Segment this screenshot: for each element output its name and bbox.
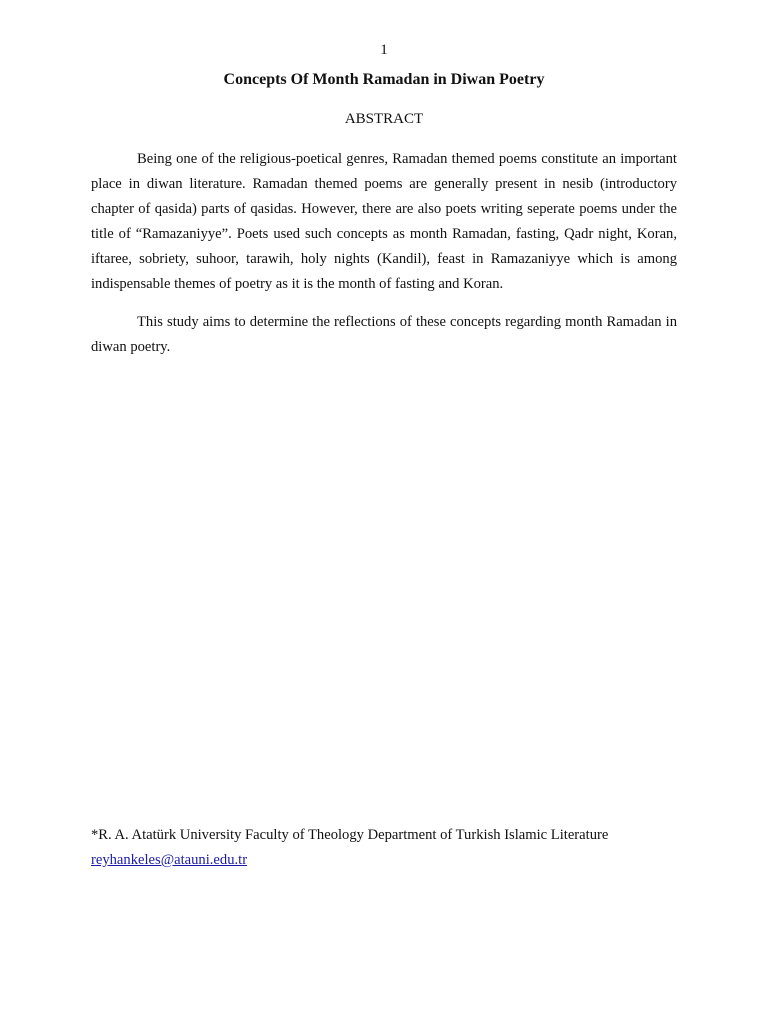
author-email-link[interactable]: reyhankeles@atauni.edu.tr bbox=[91, 852, 248, 868]
abstract-paragraph-1: Being one of the religious-poetical genres, Ramadan themed poems constitute an important place in diwan literature. Ramadan themed poems are generally present in nesib (introductory chapter of qasida) parts of qasidas. However, there are also poets writing seperate poems under the title of “Ramazaniyye”. Poets used such concepts as month Ramadan, fasting, Qadr night, Koran, iftaree, sobriety, suhoor, tarawih, holy nights (Kandil), feast in Ramazaniyye which is among indispensable themes of poetry as it is the month of fasting and Koran. bbox=[91, 151, 677, 292]
footnote bbox=[91, 823, 691, 873]
abstract-paragraph-2: This study aims to determine the reflections of these concepts regarding month Ramadan in diwan poetry. bbox=[91, 314, 677, 355]
page-number: 1 bbox=[380, 42, 388, 58]
footnote-affiliation: *R. A. Atatürk University Faculty of Theology Department of Turkish Islamic Literature bbox=[91, 827, 609, 843]
document-title: Concepts Of Month Ramadan in Diwan Poetry bbox=[223, 71, 545, 88]
abstract-heading: ABSTRACT bbox=[344, 111, 424, 127]
abstract-body bbox=[91, 147, 677, 373]
